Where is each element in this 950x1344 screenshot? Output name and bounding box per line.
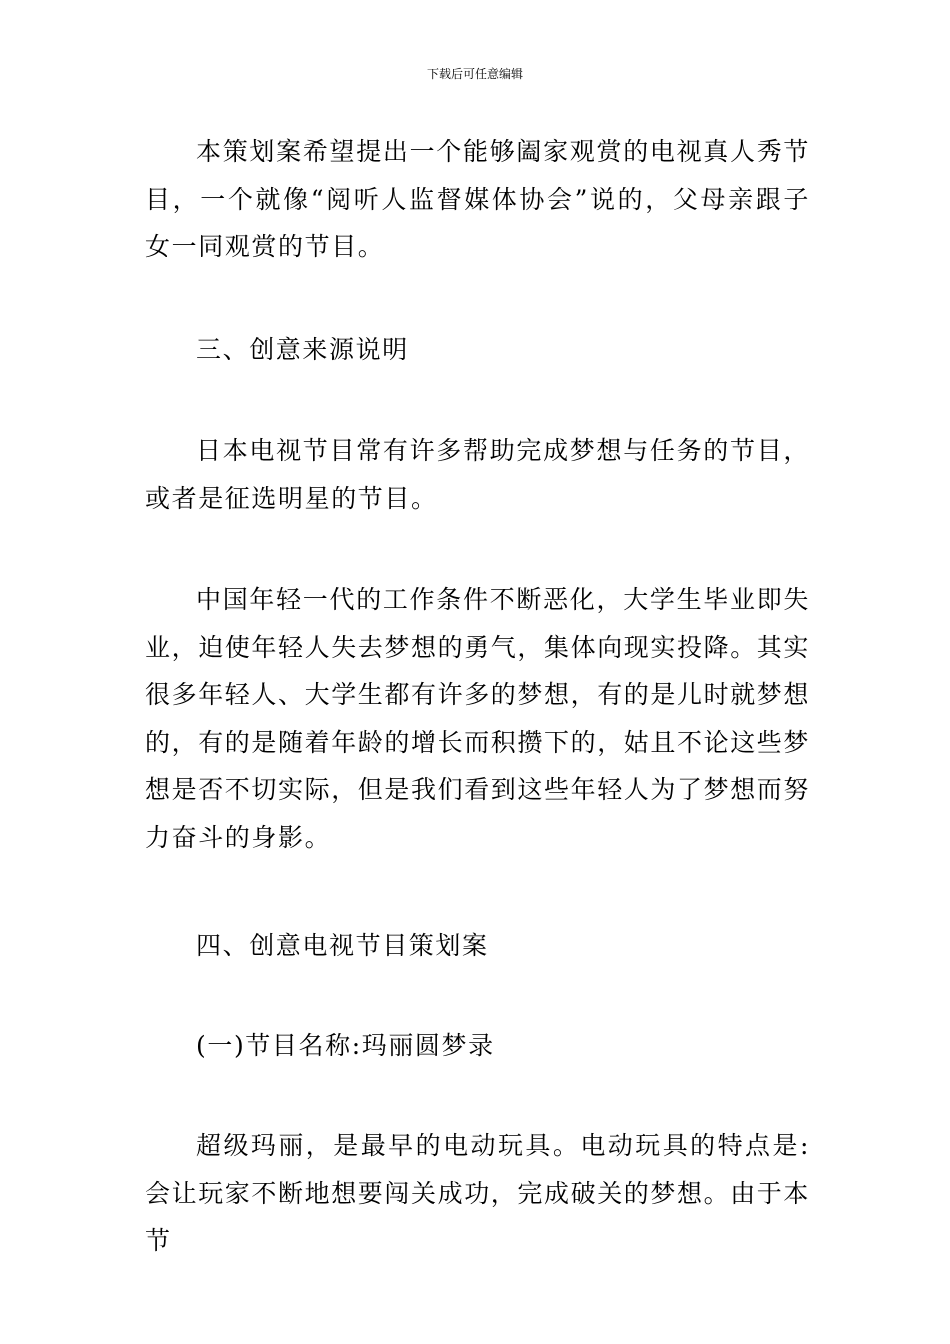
paragraph-purpose: 本策划案希望提出一个能够阖家观赏的电视真人秀节目，一个就像“阅听人监督媒体协会”说的，父母亲跟子女一同观赏的节目。 xyxy=(145,137,810,261)
page-header: 下载后可任意编辑 xyxy=(426,67,523,81)
subsection-heading-program-name: (一)节目名称:玛丽圆梦录 xyxy=(196,1031,495,1060)
section-heading-program-plan: 四、创意电视节目策划案 xyxy=(196,931,489,960)
paragraph-young-generation: 中国年轻一代的工作条件不断恶化，大学生毕业即失业，迫使年轻人失去梦想的勇气，集体向现实投降。其实很多年轻人、大学生都有许多的梦想，有的是儿时就梦想的，有的是随着年龄的增长而积攒下的，姑且不论这些梦想是否不切实际，但是我们看到这些年轻人为了梦想而努力奋斗的身影。 xyxy=(145,585,811,852)
section-heading-creative-source: 三、创意来源说明 xyxy=(196,335,409,364)
paragraph-super-mario: 超级玛丽，是最早的电动玩具。电动玩具的特点是:会让玩家不断地想要闯关成功，完成破关的梦想。由于本节 xyxy=(145,1131,811,1255)
paragraph-japan-tv: 日本电视节目常有许多帮助完成梦想与任务的节目，或者是征选明星的节目。 xyxy=(145,436,810,513)
